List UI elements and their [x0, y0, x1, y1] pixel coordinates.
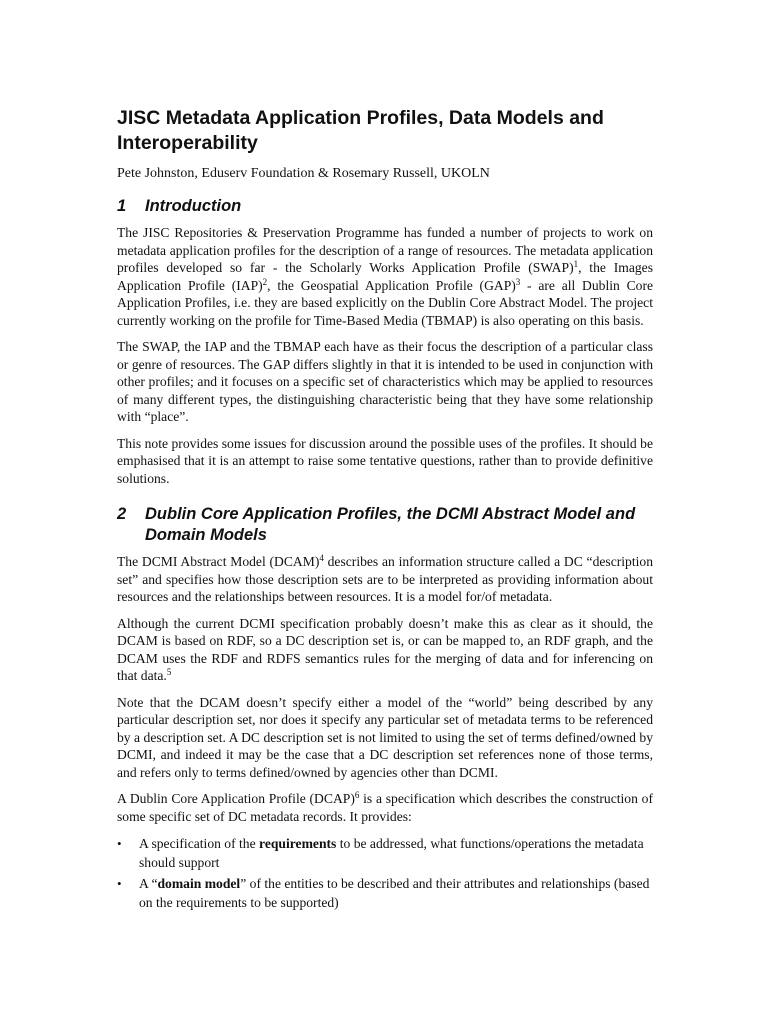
paragraph — [117, 553, 653, 606]
text-run: , the Images Application Profile (IAP) — [117, 260, 653, 293]
bullet-icon: • — [117, 836, 122, 851]
paragraph — [117, 224, 653, 329]
section-number: 2 — [117, 505, 127, 523]
bullet-list — [117, 834, 653, 912]
document-title: JISC Metadata Application Profiles, Data Models and Interoperability — [117, 107, 604, 154]
document-authors: Pete Johnston, Eduserv Foundation & Rosemary Russell, UKOLN — [117, 166, 490, 181]
list-item — [117, 874, 653, 912]
text-run: Although the current DCMI specification probably doesn’t make this as clear as it should, the DCAM is based on RDF, so a DC description set is, or can be mapped to, an RDF graph, and the DCAM uses the RDF and RDFS semantics rules for the merging of data and for inferencing on that data. — [117, 615, 653, 683]
list-item — [117, 834, 653, 872]
text-run: - are all Dublin Core Application Profiles, i.e. they are based explicitly on the Dublin Core Abstract Model. The project currently working on the profile for Time-Based Media (TBMAP) is also operating on this basis. — [117, 277, 653, 328]
text-run: is a specification which describes the construction of some specific set of DC metadata records. It provides: — [117, 791, 653, 824]
section-title: Introduction — [145, 197, 242, 215]
bold-term: requirements — [259, 836, 337, 851]
text-run: A Dublin Core Application Profile (DCAP) — [117, 791, 355, 806]
paragraph: Note that the DCAM doesn’t specify either a model of the “world” being described by any particular description set, nor does it specify any particular set of metadata terms to be referenced by a description set. A DC description set is not limited to using the set of terms defined/owned by DCMI, and indeed it may be the case that a DC description set references none of those terms, and refers only to terms defined/owned by agencies other than DCMI. — [117, 694, 653, 780]
text-run: A specification of the — [139, 836, 260, 851]
footnote-ref: 5 — [166, 667, 172, 677]
section-heading-dublin-core — [117, 504, 653, 546]
footnote-ref: 1 — [573, 259, 579, 269]
section-heading-introduction — [117, 196, 653, 217]
paragraph: The SWAP, the IAP and the TBMAP each have as their focus the description of a particular class or genre of resources. The GAP differs slightly in that it is intended to be used in conjunction with other profiles; and it focuses on a specific set of characteristics which may be applied to resources of many different types, the distinguishing characteristic being that they have some relationship with “place”. — [117, 339, 653, 424]
footnote-ref: 2 — [262, 276, 268, 287]
footnote-ref: 6 — [354, 790, 360, 800]
text-run: The JISC Repositories & Preservation Programme has funded a number of projects to work on metadata application profiles for the description of a range of resources. The metadata application profiles developed so far - the Scholarly Works Application Profile (SWAP) — [117, 225, 653, 275]
section-title: Dublin Core Application Profiles, the DCMI Abstract Model and Domain Models — [145, 505, 636, 544]
bold-term: domain model — [157, 876, 241, 891]
text-run: A “ — [139, 876, 158, 891]
bullet-icon: • — [117, 876, 122, 891]
paragraph: This note provides some issues for discussion around the possible uses of the profiles. It should be emphasised that it is an attempt to raise some tentative questions, rather than to provide definitive solutions. — [117, 435, 653, 486]
section-number: 1 — [117, 197, 127, 215]
footnote-ref: 3 — [515, 276, 521, 287]
paragraph — [117, 790, 653, 825]
text-run: ” of the entities to be described and their attributes and relationships (based on the requirements to be supported) — [139, 876, 650, 910]
footnote-ref: 4 — [319, 553, 324, 563]
text-run: The DCMI Abstract Model (DCAM) — [117, 554, 320, 569]
text-run: , the Geospatial Application Profile (GAP) — [267, 277, 516, 293]
document-body — [117, 106, 653, 914]
text-run: describes an information structure called a DC “description set” and specifies how those description sets are to be interpreted as providing information about resources and the relationships between resources. It is a model for/of metadata. — [117, 554, 653, 604]
paragraph — [117, 615, 653, 685]
text-run: to be addressed, what functions/operations the metadata should support — [139, 836, 644, 870]
